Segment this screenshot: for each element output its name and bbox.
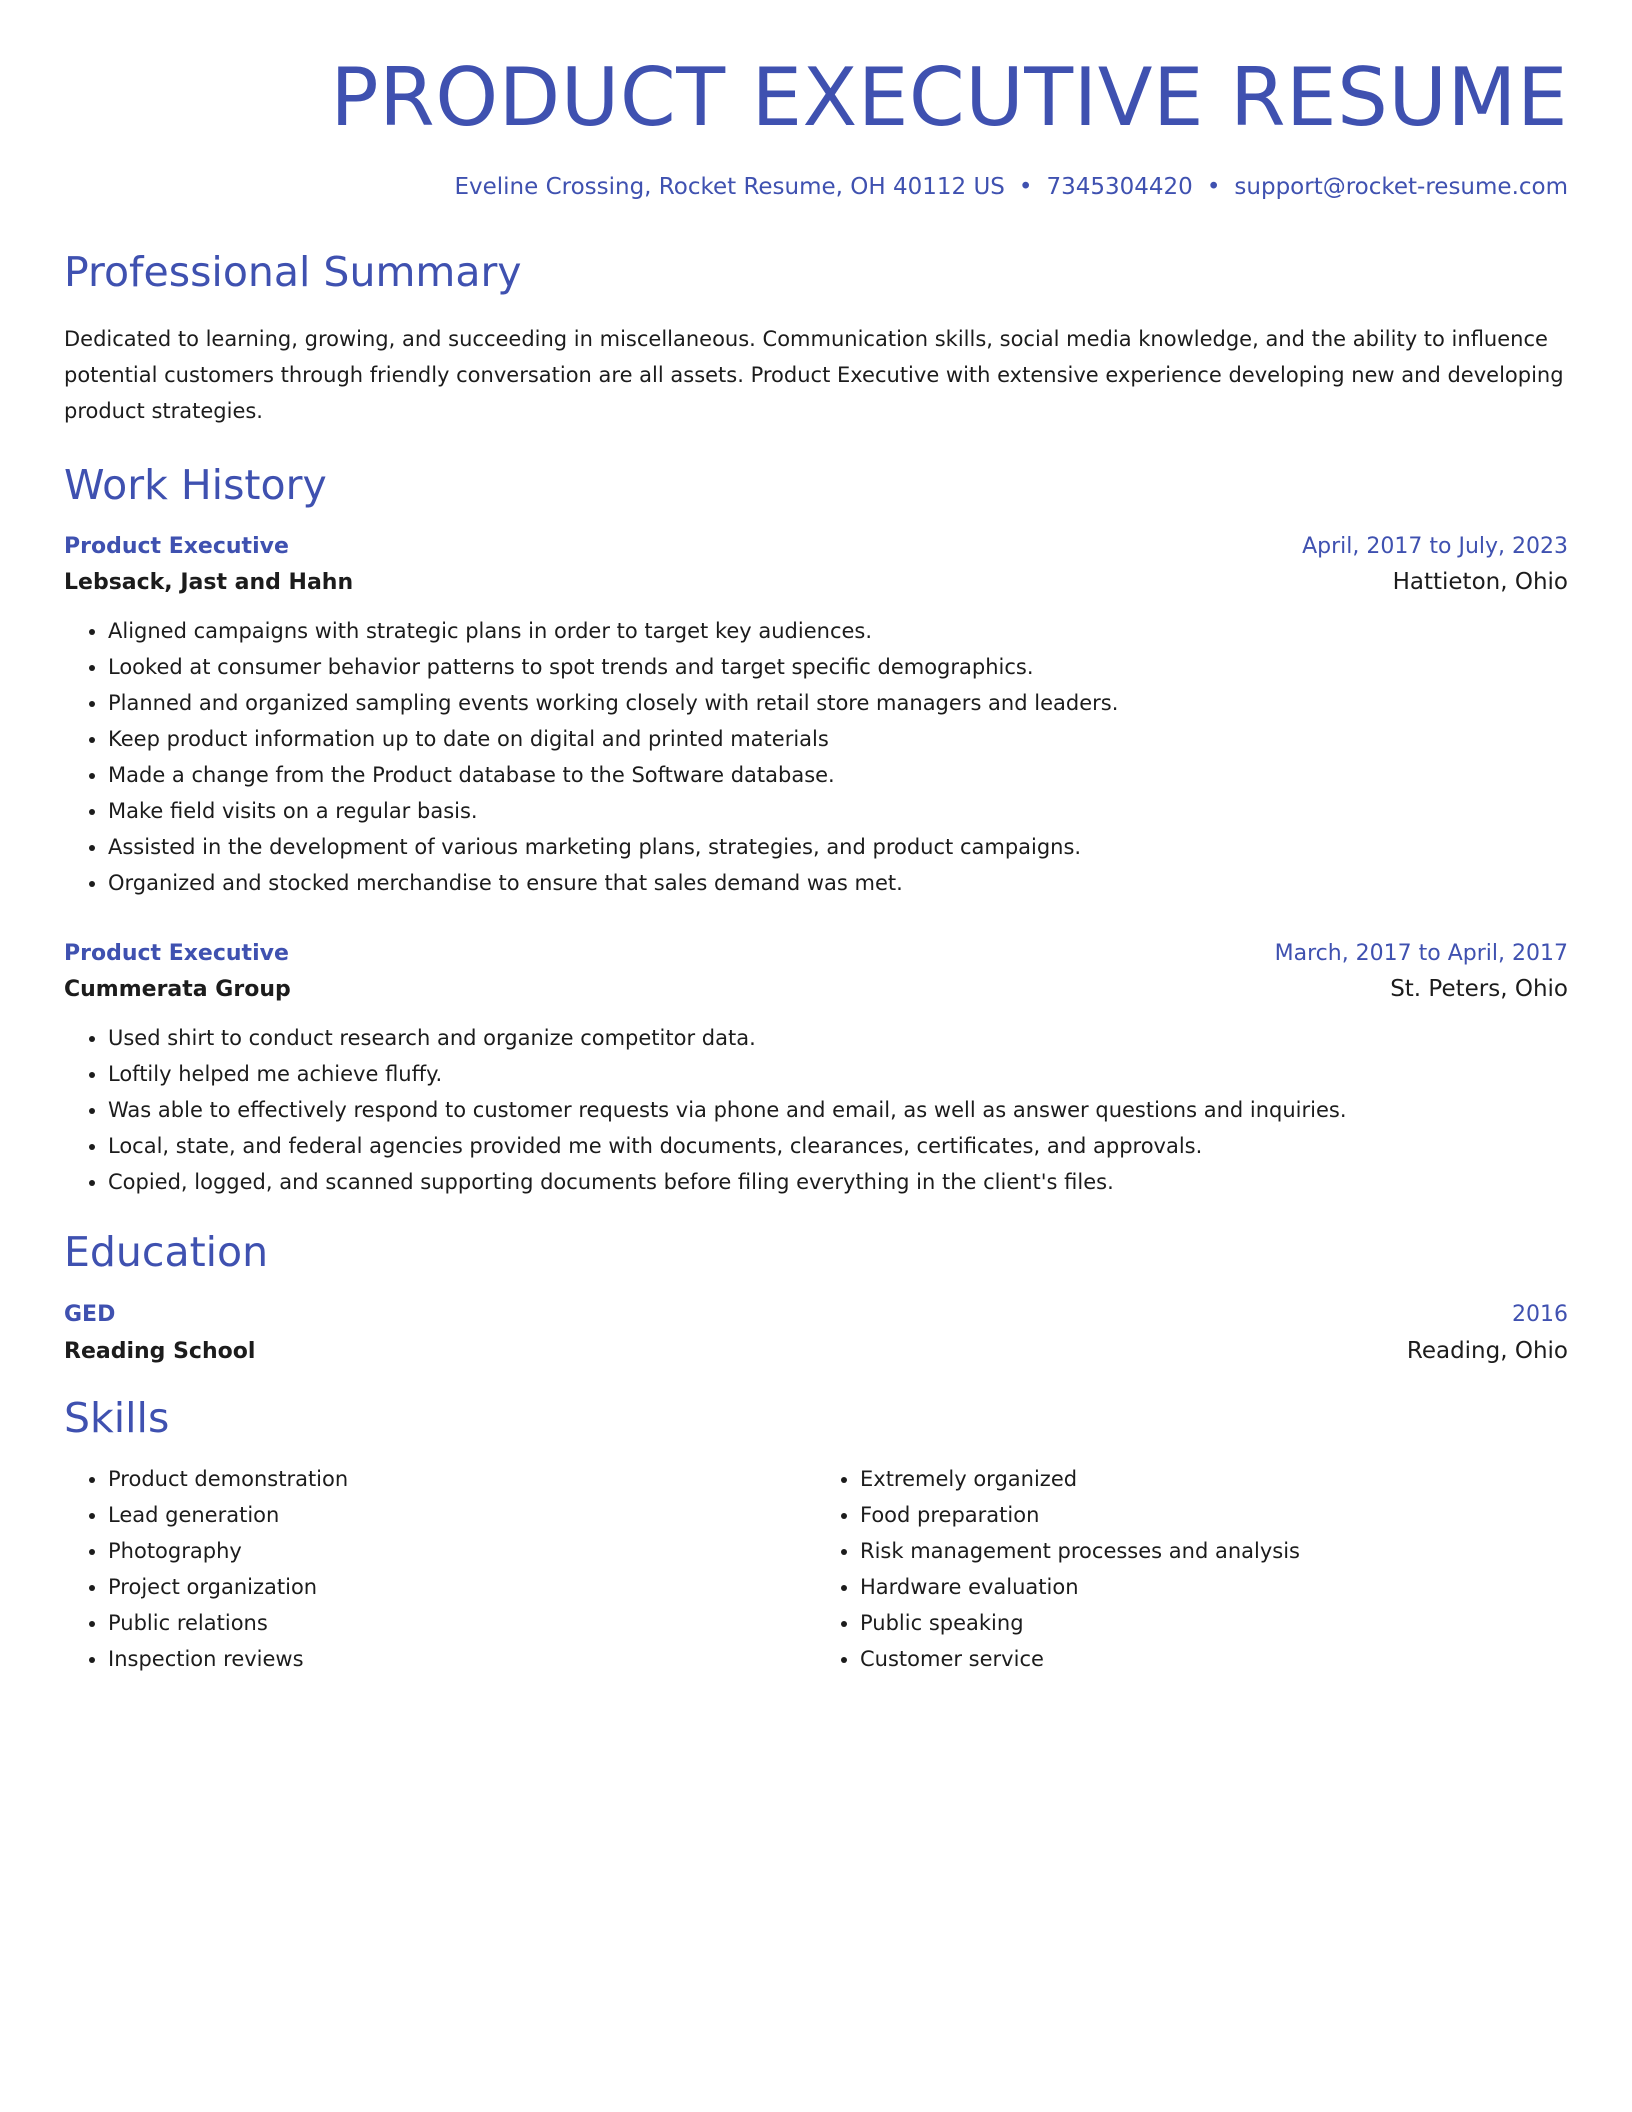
job-dates: April, 2017 to July, 2023: [1302, 534, 1568, 560]
contact-phone[interactable]: 7345304420: [1046, 174, 1193, 200]
education-school: Reading School: [64, 1338, 256, 1364]
contact-address: Eveline Crossing, Rocket Resume, OH 40112 US: [454, 174, 1005, 200]
job-bullets: [64, 1020, 1568, 1200]
list-item: • Organized and stocked merchandise to ensure that sales demand was met.: [108, 865, 1568, 901]
education-entry: [64, 1302, 1568, 1364]
list-item: • Assisted in the development of various marketing plans, strategies, and product campaigns.: [108, 829, 1568, 865]
summary-text: Dedicated to learning, growing, and succeeding in miscellaneous. Communication skills, social media knowledge, and the ability to influence potential customers through friendly conversation are all assets. Product Executive with extensive experience developing new and developing product strategies.: [64, 327, 1564, 424]
list-item: • Used shirt to conduct research and organize competitor data.: [108, 1020, 1568, 1056]
list-item: • Planned and organized sampling events working closely with retail store managers and leaders.: [108, 685, 1568, 721]
contact-separator: •: [1206, 174, 1221, 200]
job-entry: [64, 941, 1568, 1200]
education-heading: Education: [64, 1228, 269, 1277]
skill-item: • Lead generation: [108, 1497, 816, 1533]
job-bullets: [64, 613, 1568, 901]
skill-item: • Customer service: [860, 1641, 1568, 1677]
job-company: Cummerata Group: [64, 977, 291, 1003]
job-role: Product Executive: [64, 534, 289, 560]
skill-item: • Food preparation: [860, 1497, 1568, 1533]
skill-item: • Extremely organized: [860, 1461, 1568, 1497]
list-item: • Made a change from the Product database to the Software database.: [108, 757, 1568, 793]
list-item: • Local, state, and federal agencies provided me with documents, clearances, certificates, and approvals.: [108, 1128, 1568, 1164]
summary-heading: Professional Summary: [64, 248, 522, 296]
list-item: • Keep product information up to date on digital and printed materials: [108, 721, 1568, 757]
job-company: Lebsack, Jast and Hahn: [64, 570, 354, 596]
skills-columns: [64, 1461, 1568, 1677]
contact-separator: •: [1018, 174, 1033, 200]
education-degree: GED: [64, 1301, 116, 1327]
skill-item: • Public speaking: [860, 1605, 1568, 1641]
education-location: Reading, Ohio: [1406, 1337, 1568, 1364]
skill-item: • Risk management processes and analysis: [860, 1533, 1568, 1569]
skill-item: • Photography: [108, 1533, 816, 1569]
list-item: • Make field visits on a regular basis.: [108, 793, 1568, 829]
job-location: Hattieton, Ohio: [1392, 569, 1568, 596]
skill-item: • Project organization: [108, 1569, 816, 1605]
education-year: 2016: [1512, 1301, 1568, 1327]
contact-line: [64, 174, 1568, 200]
skills-list-left: [64, 1461, 816, 1677]
job-role: Product Executive: [64, 941, 289, 967]
job-dates: March, 2017 to April, 2017: [1274, 941, 1568, 967]
resume-title: PRODUCT EXECUTIVE RESUME: [330, 51, 1568, 144]
list-item: • Copied, logged, and scanned supporting documents before filing everything in the client's files.: [108, 1164, 1568, 1200]
list-item: • Was able to effectively respond to customer requests via phone and email, as well as answer questions and inquiries.: [108, 1092, 1568, 1128]
contact-email[interactable]: support@rocket-resume.com: [1234, 174, 1568, 200]
education-school-row: [64, 1327, 1568, 1364]
education-header-row: [64, 1302, 1568, 1327]
job-entry: [64, 534, 1568, 901]
list-item: • Loftily helped me achieve fluffy.: [108, 1056, 1568, 1092]
job-header-row: [64, 534, 1568, 559]
skill-item: • Product demonstration: [108, 1461, 816, 1497]
job-company-row: [64, 966, 1568, 1002]
list-item: • Aligned campaigns with strategic plans in order to target key audiences.: [108, 613, 1568, 649]
job-location: St. Peters, Ohio: [1390, 976, 1568, 1003]
skills-list-right: [816, 1461, 1568, 1677]
skills-heading: Skills: [64, 1393, 170, 1442]
job-header-row: [64, 941, 1568, 966]
skill-item: • Inspection reviews: [108, 1641, 816, 1677]
list-item: • Looked at consumer behavior patterns to spot trends and target specific demographics.: [108, 649, 1568, 685]
resume-header: [64, 0, 1568, 200]
job-company-row: [64, 559, 1568, 595]
work-history-heading: Work History: [64, 461, 327, 510]
skill-item: • Hardware evaluation: [860, 1569, 1568, 1605]
skill-item: • Public relations: [108, 1605, 816, 1641]
